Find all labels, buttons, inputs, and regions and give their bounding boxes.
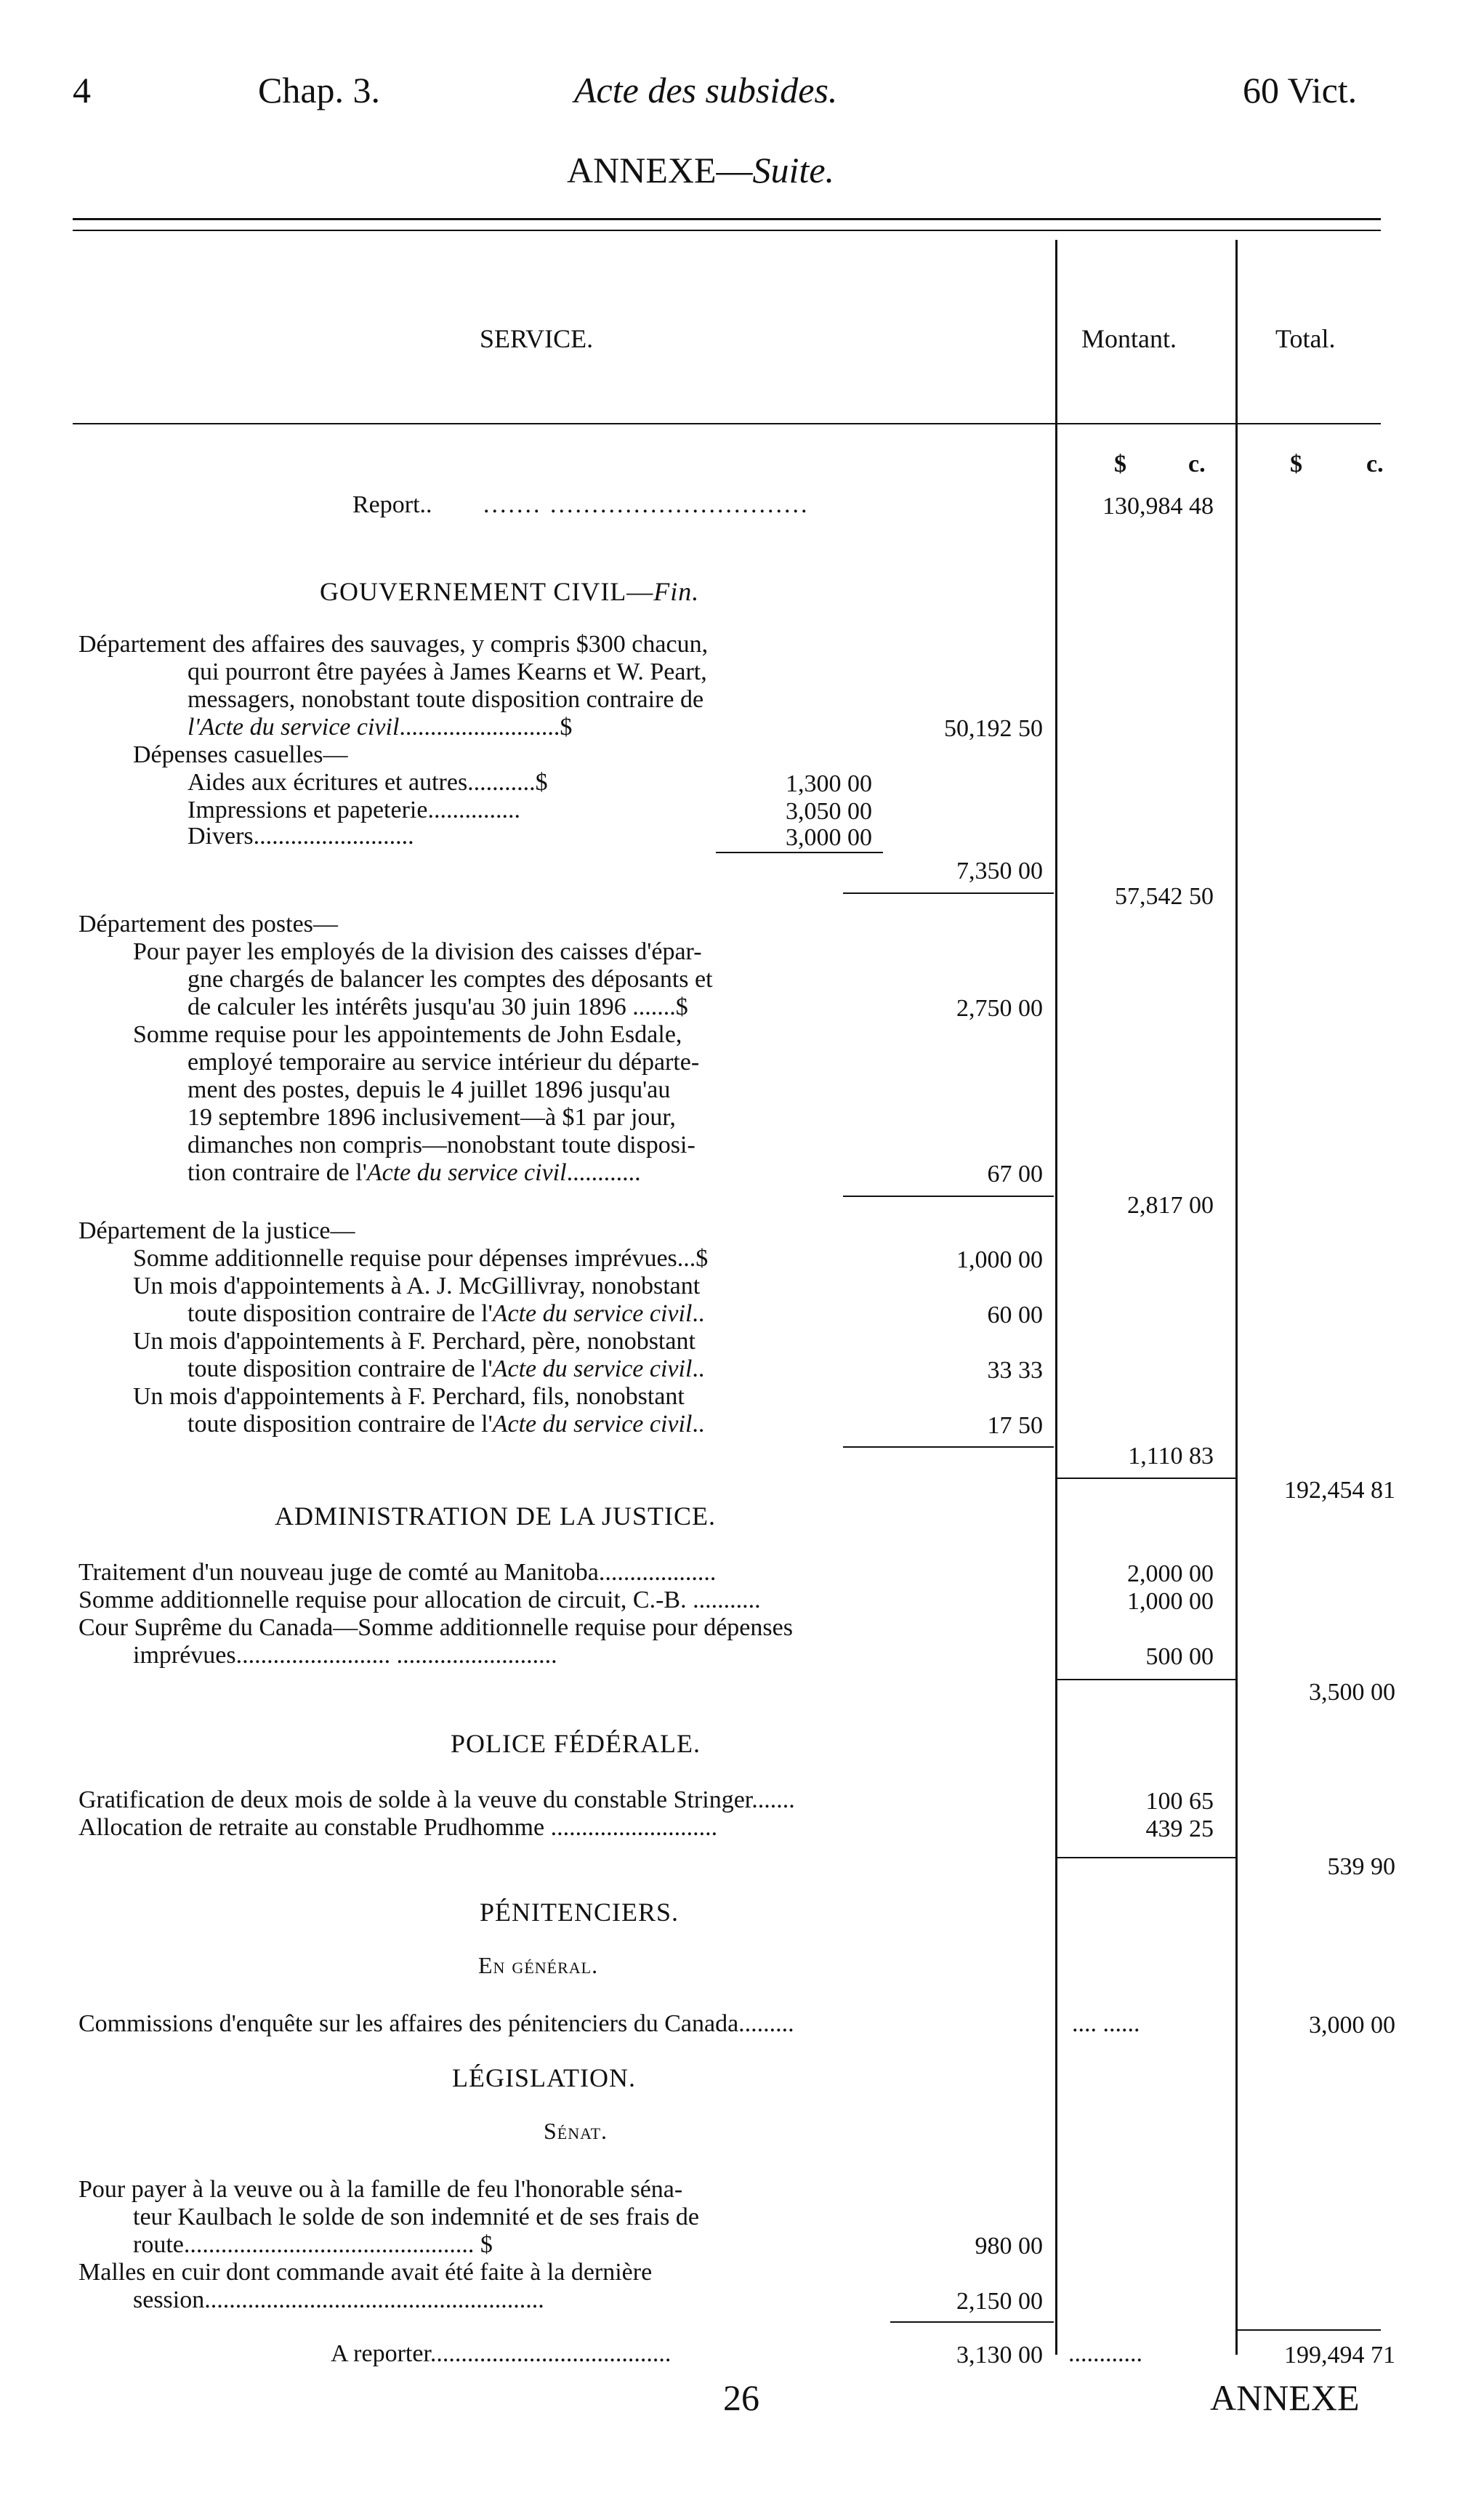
justice-amount-2: 60 00 (987, 1302, 1043, 1329)
sauvages-sum-rule (843, 892, 1054, 894)
justice-line-5: Un mois d'appointements à F. Perchard, père, nonobstant (133, 1328, 695, 1355)
montant-dollar-unit: $ (1114, 451, 1126, 477)
sauvages-dept-total: 57,542 50 (1115, 883, 1214, 910)
admin-line-3: Cour Suprême du Canada—Somme additionnelle requise pour dépenses (78, 1614, 793, 1641)
a-reporter-total: 199,494 71 (1284, 2342, 1395, 2369)
postes-line-9: dimanches non compris—nonobstant toute disposi- (187, 1132, 695, 1158)
police-sum-rule (1057, 1857, 1235, 1858)
penitenciers-montant-leader: .... ...... (1072, 2010, 1140, 2037)
justice-line-2: Somme additionnelle requise pour dépenses imprévues...$ (133, 1245, 709, 1272)
police-line-2: Allocation de retraite au constable Prudhomme ........................... (78, 1814, 718, 1841)
sauvages-amount: 50,192 50 (944, 715, 1043, 742)
postes-line-5: Somme requise pour les appointements de John Esdale, (133, 1021, 682, 1048)
legis-line-3: route............................................... $ (133, 2231, 493, 2258)
legis-line-5: session....................................................... (133, 2286, 544, 2313)
a-reporter-amount: 3,130 00 (956, 2342, 1043, 2369)
penitenciers-line-1: Commissions d'enquête sur les affaires des pénitenciers du Canada......... (78, 2010, 794, 2037)
column-divider-total (1235, 240, 1238, 2355)
chapter-label: Chap. 3. (258, 70, 381, 110)
postes-line-4: de calculer les intérêts jusqu'au 30 juin 1896 .......$ (187, 993, 688, 1020)
postes-line-2: Pour payer les employés de la division des caisses d'épar- (133, 938, 702, 965)
impressions-line: Impressions et papeterie............... (187, 797, 520, 823)
postes-line-1: Département des postes— (78, 911, 338, 938)
report-leader: ....... ............................... (483, 491, 810, 518)
legis-amount-1: 980 00 (975, 2233, 1043, 2260)
admin-amount-3: 500 00 (1145, 1643, 1214, 1670)
total-cents-unit: c. (1366, 451, 1384, 477)
section-heading-legislation: LÉGISLATION. (452, 2063, 636, 2092)
aides-line: Aides aux écritures et autres...........$ (187, 769, 548, 796)
total-dollar-unit: $ (1290, 451, 1302, 477)
sauvages-line-4: l'Acte du service civil..........................$ (187, 714, 573, 741)
legis-line-4: Malles en cuir dont commande avait été faite à la dernière (78, 2259, 653, 2286)
penitenciers-subheading: En général. (478, 1952, 599, 1978)
postes-line-6: employé temporaire au service intérieur du départe- (187, 1049, 700, 1076)
postes-sum-rule (843, 1196, 1054, 1197)
postes-total: 2,817 00 (1127, 1192, 1214, 1219)
column-header-total: Total. (1275, 324, 1336, 353)
justice-line-1: Département de la justice— (78, 1217, 355, 1244)
penitenciers-total: 3,000 00 (1309, 2012, 1395, 2039)
report-label: Report.. (352, 491, 432, 518)
annex-title: ANNEXE—Suite. (567, 150, 835, 190)
admin-line-1: Traitement d'un nouveau juge de comté au Manitoba................... (78, 1559, 717, 1586)
a-reporter-label: A reporter....................................... (331, 2340, 672, 2367)
postes-amount-1: 2,750 00 (956, 995, 1043, 1022)
justice-sum-rule (843, 1446, 1054, 1448)
sauvages-line-1: Département des affaires des sauvages, y compris $300 chacun, (78, 631, 709, 658)
justice-amount-3: 33 33 (987, 1357, 1043, 1384)
justice-total: 1,110 83 (1128, 1443, 1214, 1470)
page-footer-number: 26 (723, 2377, 759, 2418)
divers-line: Divers.......................... (187, 823, 414, 850)
header-rule (73, 423, 1381, 424)
admin-amount-1: 2,000 00 (1127, 1560, 1214, 1587)
regnal-year: 60 Vict. (1243, 70, 1358, 110)
admin-total: 3,500 00 (1309, 1679, 1395, 1706)
section-heading-administration-justice: ADMINISTRATION DE LA JUSTICE. (275, 1502, 716, 1531)
police-line-1: Gratification de deux mois de solde à la veuve du constable Stringer....... (78, 1786, 795, 1813)
report-montant: 130,984 48 (1102, 493, 1214, 520)
column-header-service: SERVICE. (480, 324, 594, 353)
a-reporter-montant-leader: ............ (1068, 2340, 1142, 2367)
postes-line-10: tion contraire de l'Acte du service civil............ (187, 1159, 641, 1186)
legis-sum-rule (890, 2321, 1054, 2323)
police-total: 539 90 (1327, 1853, 1395, 1880)
admin-sum-rule (1057, 1679, 1235, 1680)
police-amount-2: 439 25 (1145, 1815, 1214, 1842)
act-title: Acte des subsides. (574, 70, 838, 110)
casuelles-total: 7,350 00 (956, 858, 1043, 884)
page-number: 4 (73, 70, 91, 110)
sauvages-line-2: qui pourront être payées à James Kearns et W. Peart, (187, 658, 707, 685)
section-heading-police-federale: POLICE FÉDÉRALE. (451, 1729, 701, 1758)
divers-amount: 3,000 00 (786, 824, 872, 851)
police-amount-1: 100 65 (1145, 1788, 1214, 1815)
postes-line-8: 19 septembre 1896 inclusivement—à $1 par jour, (187, 1104, 676, 1131)
legis-amount-2: 2,150 00 (956, 2288, 1043, 2315)
section-heading-penitenciers: PÉNITENCIERS. (480, 1898, 679, 1927)
impressions-amount: 3,050 00 (786, 798, 872, 825)
justice-amount-4: 17 50 (987, 1412, 1043, 1439)
next-page-catchword: ANNEXE (1210, 2377, 1360, 2418)
admin-amount-2: 1,000 00 (1127, 1588, 1214, 1615)
postes-line-3: gne chargés de balancer les comptes des déposants et (187, 966, 713, 993)
legis-line-1: Pour payer à la veuve ou à la famille de feu l'honorable séna- (78, 2176, 683, 2203)
casuelles-sum-rule (716, 852, 883, 853)
justice-line-8: toute disposition contraire de l'Acte du service civil.. (187, 1411, 705, 1438)
justice-amount-1: 1,000 00 (956, 1246, 1043, 1273)
justice-line-4: toute disposition contraire de l'Acte du service civil.. (187, 1300, 705, 1327)
sauvages-line-3: messagers, nonobstant toute disposition contraire de (187, 686, 704, 713)
section-heading-gouvernement-civil: GOUVERNEMENT CIVIL—Fin. (320, 577, 700, 606)
legislation-subheading: Sénat. (544, 2118, 608, 2144)
postes-line-7: ment des postes, depuis le 4 juillet 1896 jusqu'au (187, 1076, 671, 1103)
top-rule-thin (73, 230, 1381, 231)
aides-amount: 1,300 00 (786, 770, 872, 797)
casuelles-label: Dépenses casuelles— (133, 741, 348, 768)
justice-line-6: toute disposition contraire de l'Acte du service civil.. (187, 1355, 705, 1382)
montant-cents-unit: c. (1188, 451, 1206, 477)
legis-line-2: teur Kaulbach le solde de son indemnité et de ses frais de (133, 2204, 699, 2230)
column-divider-montant (1055, 240, 1057, 2355)
admin-line-2: Somme additionnelle requise pour allocation de circuit, C.-B. ........... (78, 1587, 761, 1613)
admin-line-4: imprévues......................... .......................... (133, 1642, 557, 1669)
gouv-grand-rule (1057, 1478, 1235, 1479)
postes-amount-2: 67 00 (987, 1161, 1043, 1188)
justice-line-7: Un mois d'appointements à F. Perchard, fils, nonobstant (133, 1383, 685, 1410)
gouv-grand-total: 192,454 81 (1284, 1477, 1395, 1504)
column-header-montant: Montant. (1081, 324, 1177, 353)
justice-line-3: Un mois d'appointements à A. J. McGillivray, nonobstant (133, 1273, 701, 1299)
top-rule (73, 218, 1381, 220)
total-carry-rule (1235, 2329, 1381, 2331)
